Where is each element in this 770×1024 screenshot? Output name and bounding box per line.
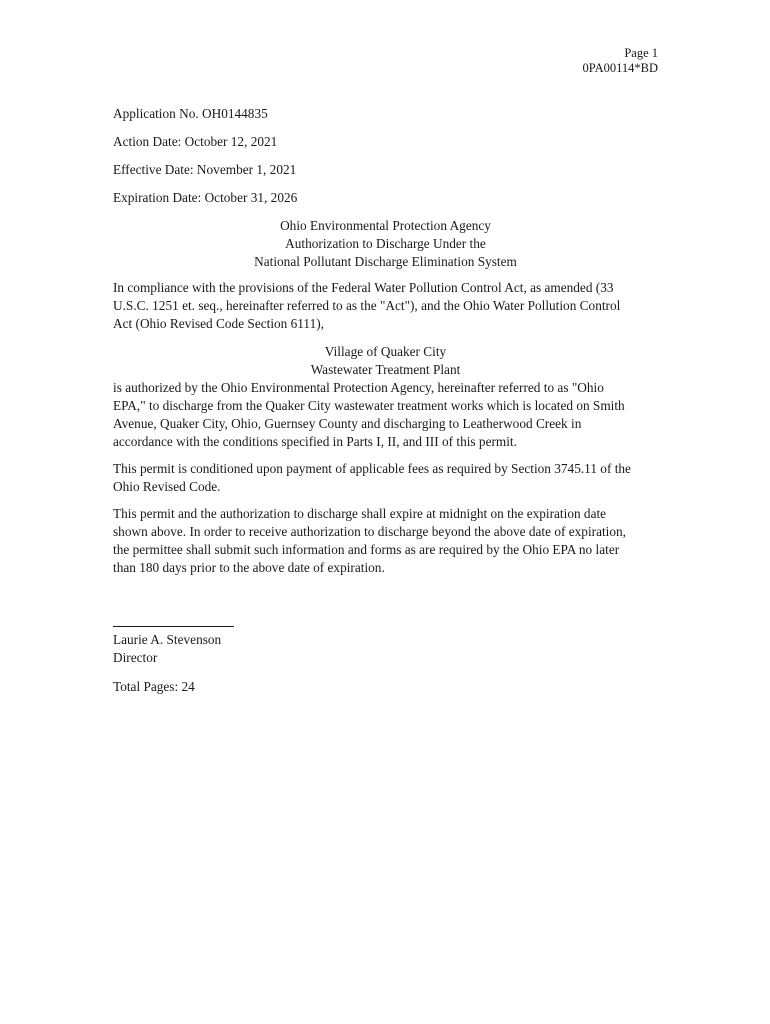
expiration-paragraph [113,505,661,577]
text-line: the permittee shall submit such information and forms as are required by the Ohio EPA no later [113,542,620,557]
compliance-paragraph [113,279,661,333]
facility-name: Wastewater Treatment Plant [310,362,461,377]
text-line: Ohio Revised Code. [113,479,221,494]
signatory-name: Laurie A. Stevenson [113,632,222,647]
effective-date: Effective Date: November 1, 2021 [113,162,297,177]
fees-paragraph [113,460,661,496]
expiration-date: Expiration Date: October 31, 2026 [113,190,298,205]
document-title [113,217,658,271]
text-line: is authorized by the Ohio Environmental Protection Agency, hereinafter referred to as "Ohio [113,380,604,395]
authorization-title: Authorization to Discharge Under the [285,236,486,251]
permittee-block [113,343,658,379]
permittee-name: Village of Quaker City [324,344,447,359]
text-line: EPA," to discharge from the Quaker City wastewater treatment works which is located on Smith [113,398,625,413]
text-line: shown above. In order to receive authorization to discharge beyond the above date of expiration, [113,524,626,539]
agency-name: Ohio Environmental Protection Agency [280,218,491,233]
authorization-paragraph [113,379,661,451]
text-line: This permit is conditioned upon payment of applicable fees as required by Section 3745.11 of the [113,461,631,476]
total-pages: Total Pages: 24 [113,679,195,694]
text-line: Act (Ohio Revised Code Section 6111), [113,316,324,331]
npdes-title: National Pollutant Discharge Elimination System [254,254,517,269]
text-line: accordance with the conditions specified in Parts I, II, and III of this permit. [113,434,517,449]
application-number: Application No. OH0144835 [113,106,268,121]
signatory-title: Director [113,650,158,665]
signature-line [113,626,234,627]
page-number: Page 1 [624,46,658,60]
text-line: Avenue, Quaker City, Ohio, Guernsey County and discharging to Leatherwood Creek in [113,416,582,431]
text-line: This permit and the authorization to discharge shall expire at midnight on the expiration date [113,506,607,521]
signature-block [113,631,221,667]
text-line: than 180 days prior to the above date of expiration. [113,560,385,575]
page-header [583,46,658,76]
action-date: Action Date: October 12, 2021 [113,134,278,149]
text-line: In compliance with the provisions of the Federal Water Pollution Control Act, as amended (33 [113,280,614,295]
document-code: 0PA00114*BD [582,61,658,75]
text-line: U.S.C. 1251 et. seq., hereinafter referred to as the "Act"), and the Ohio Water Pollution Control [113,298,621,313]
